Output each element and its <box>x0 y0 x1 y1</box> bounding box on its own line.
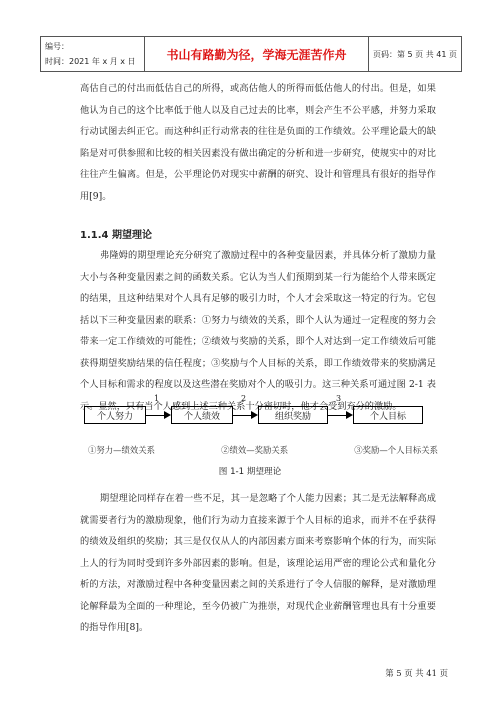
flow-box-reward: 组织奖励 <box>258 406 328 424</box>
flow-arrow-3 <box>328 415 348 416</box>
flow-box-goal: 个人目标 <box>353 406 423 424</box>
flow-arrowhead-1 <box>164 411 171 419</box>
page-footer: 第 5 页 共 41 页 <box>385 668 448 678</box>
relation-labels <box>88 444 438 456</box>
expectancy-diagram <box>80 394 440 430</box>
flow-number-1: 1 <box>154 394 160 403</box>
flow-number-3: 3 <box>336 394 342 403</box>
flow-arrow-2 <box>233 415 253 416</box>
header-page-info: 页码：第 5 页 共 41 页 <box>373 49 457 59</box>
relation-label: ③奖励—个人目标关系 <box>354 445 438 455</box>
flow-arrow-1 <box>146 415 166 416</box>
paragraph: 高估自己的付出而低估自己的所得，或高估他人的所得而低估他人的付出。但是，如果他认为自己的这个比率低于他人以及自己过去的比率，则会产生不公平感，并努力采取行动试图去纠正它。而这种纠正行动常表的往往是负面的工作绩效。公平理论最大的缺陷是对可供参照和比较的相关因素没有做出确定的分析和进一步研究，使规实中的对比往往产生偏离。但是，公平理论仍对现实中薪酬的研究、设计和管理具有很好的指导作用[9]。 <box>80 83 436 202</box>
paragraph: 期望理论同样存在着一些不足，其一是忽略了个人能力因素；其二是无法解释高成就需要者行为的激励现象，他们行为动力直接来源于个人目标的追求，而并不在乎获得的绩效及组织的奖励；其三是仅仅从人的内部因素方面来考察影响个体的行为，而实际上人的行为同时受到许多外部因素的影响。但是，该理论运用严密的理论公式和量化分析的方法，对激励过程中各种变量因素之间的关系进行了令人信服的解释，是对激励理论解释最为全面的一种理论，至今仍被广为推崇，对现代企业薪酬管理也具有十分重要的指导作用[8]。 <box>80 493 436 633</box>
figure-caption: 图 1-1 期望理论 <box>218 467 282 477</box>
body-text-top <box>80 78 436 207</box>
relation-label: ①努力—绩效关系 <box>88 445 155 455</box>
body-text-mid <box>80 245 436 417</box>
header-meta <box>41 37 145 71</box>
page-header <box>40 36 462 72</box>
flow-box-effort: 个人努力 <box>84 406 146 424</box>
doc-time: 时间：2021 年 x 月 x 日 <box>45 57 136 66</box>
flow-box-performance: 个人绩效 <box>171 406 233 424</box>
paragraph: 弗隆姆的期望理论充分研究了激励过程中的各种变量因素，并具体分析了激励力量大小与各种变量因素之间的函数关系。它认为当人们预期到某一行为能给个人带来既定的结果，且这种结果对个人具有足够的吸引力时，个人才会采取这一特定的行为。它包括以下三种变量因素的联系：①努力与绩效的关系，即个人认为通过一定程度的努力会带来一定工作绩效的可能性；②绩效与奖励的关系，即个人对达到一定工作绩效后可能获得期望奖励结果的信任程度；③奖励与个人目标的关系，即工作绩效带来的奖励满足个人目标和需求的程度以及这些潜在奖励对个人的吸引力。这三种关系可通过图 2-1 表示。显然，只有当个人感到上述三种关系十分密切时，他才会受到充分的激励。 <box>80 250 436 412</box>
header-slogan: 书山有路勤为径，学海无涯苦作舟 <box>145 37 369 71</box>
flow-arrowhead-3 <box>346 411 353 419</box>
flow-arrowhead-2 <box>251 411 258 419</box>
body-text-bottom <box>80 488 436 639</box>
doc-number: 编号： <box>45 42 69 51</box>
flow-number-2: 2 <box>241 394 247 403</box>
section-title: 1.1.4 期望理论 <box>80 230 152 241</box>
relation-label: ②绩效—奖励关系 <box>221 445 289 455</box>
